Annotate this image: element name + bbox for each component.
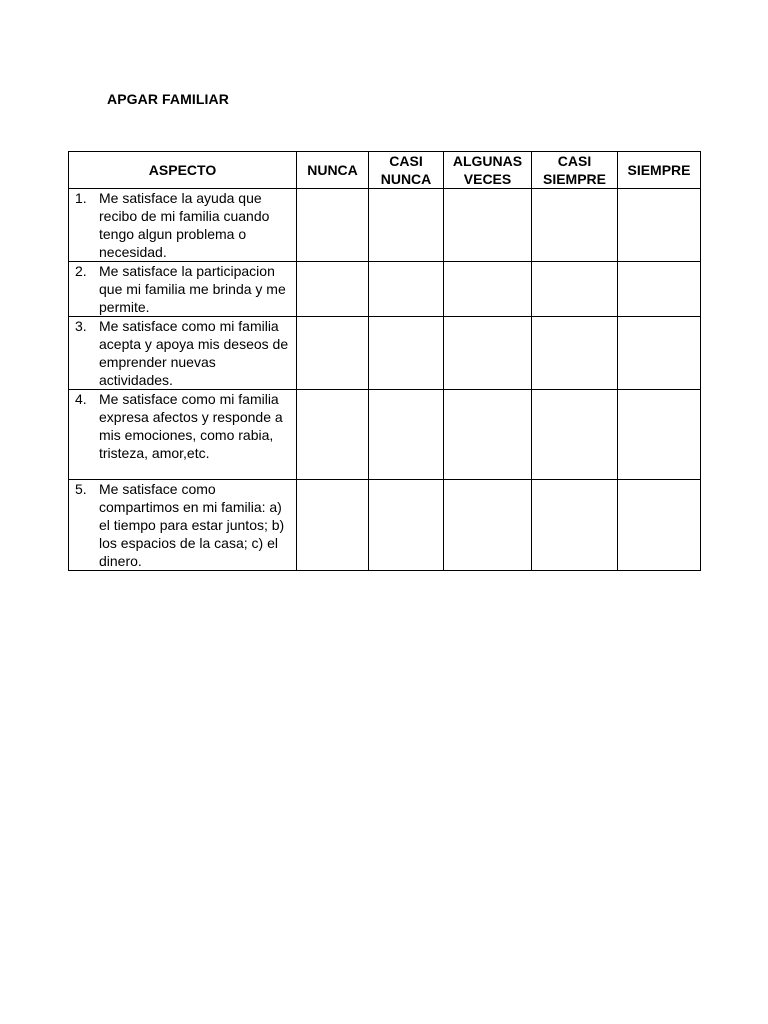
apgar-table bbox=[68, 151, 701, 571]
header-casi-siempre-line1: CASI bbox=[557, 153, 592, 169]
header-siempre: SIEMPRE bbox=[618, 152, 701, 189]
answer-cell-nunca[interactable] bbox=[297, 189, 369, 262]
table-row bbox=[69, 480, 701, 571]
answer-cell-casi-siempre[interactable] bbox=[532, 480, 618, 571]
answer-cell-casi-nunca[interactable] bbox=[369, 480, 444, 571]
item-number: 3. bbox=[75, 318, 87, 334]
header-nunca: NUNCA bbox=[297, 152, 369, 189]
table-row bbox=[69, 390, 701, 480]
answer-cell-casi-siempre[interactable] bbox=[532, 189, 618, 262]
table-row bbox=[69, 317, 701, 390]
answer-cell-casi-nunca[interactable] bbox=[369, 189, 444, 262]
answer-cell-casi-nunca[interactable] bbox=[369, 390, 444, 480]
item-text: Me satisface la participacion que mi familia me brinda y me permite. bbox=[99, 263, 286, 315]
aspect-cell bbox=[69, 317, 297, 390]
aspect-cell bbox=[69, 390, 297, 480]
answer-cell-siempre[interactable] bbox=[618, 480, 701, 571]
answer-cell-casi-nunca[interactable] bbox=[369, 262, 444, 317]
answer-cell-casi-siempre[interactable] bbox=[532, 262, 618, 317]
header-row bbox=[69, 152, 701, 189]
answer-cell-nunca[interactable] bbox=[297, 390, 369, 480]
page-title: APGAR FAMILIAR bbox=[107, 91, 229, 107]
item-number: 4. bbox=[75, 391, 87, 407]
item-number: 2. bbox=[75, 263, 87, 279]
header-algunas-veces-line1: ALGUNAS bbox=[452, 153, 523, 169]
answer-cell-algunas-veces[interactable] bbox=[444, 480, 532, 571]
answer-cell-algunas-veces[interactable] bbox=[444, 189, 532, 262]
answer-cell-nunca[interactable] bbox=[297, 480, 369, 571]
answer-cell-nunca[interactable] bbox=[297, 317, 369, 390]
header-casi-siempre-line2: SIEMPRE bbox=[542, 171, 606, 187]
answer-cell-algunas-veces[interactable] bbox=[444, 317, 532, 390]
item-text: Me satisface como compartimos en mi familia: a) el tiempo para estar juntos; b) los espacios de la casa; c) el dinero. bbox=[99, 481, 285, 569]
item-text: Me satisface la ayuda que recibo de mi familia cuando tengo algun problema o necesidad. bbox=[99, 190, 270, 260]
answer-cell-siempre[interactable] bbox=[618, 262, 701, 317]
answer-cell-algunas-veces[interactable] bbox=[444, 390, 532, 480]
header-casi-nunca-line1: CASI bbox=[389, 153, 423, 169]
item-number: 5. bbox=[75, 481, 87, 497]
header-algunas-veces-line2: VECES bbox=[463, 171, 512, 187]
header-casi-nunca-line2: NUNCA bbox=[380, 171, 432, 187]
answer-cell-siempre[interactable] bbox=[618, 317, 701, 390]
table-row bbox=[69, 189, 701, 262]
table-row bbox=[69, 262, 701, 317]
header-algunas-veces bbox=[444, 152, 532, 189]
header-aspecto: ASPECTO bbox=[69, 152, 297, 189]
answer-cell-siempre[interactable] bbox=[618, 189, 701, 262]
answer-cell-algunas-veces[interactable] bbox=[444, 262, 532, 317]
answer-cell-casi-siempre[interactable] bbox=[532, 317, 618, 390]
answer-cell-siempre[interactable] bbox=[618, 390, 701, 480]
aspect-cell bbox=[69, 480, 297, 571]
aspect-cell bbox=[69, 189, 297, 262]
header-casi-siempre bbox=[532, 152, 618, 189]
item-text: Me satisface como mi familia acepta y apoya mis deseos de emprender nuevas actividades. bbox=[99, 318, 289, 388]
item-number: 1. bbox=[75, 190, 87, 206]
item-text: Me satisface como mi familia expresa afectos y responde a mis emociones, como rabia, tristeza, amor,etc. bbox=[99, 391, 283, 461]
aspect-cell bbox=[69, 262, 297, 317]
answer-cell-casi-nunca[interactable] bbox=[369, 317, 444, 390]
answer-cell-casi-siempre[interactable] bbox=[532, 390, 618, 480]
header-casi-nunca bbox=[369, 152, 444, 189]
answer-cell-nunca[interactable] bbox=[297, 262, 369, 317]
